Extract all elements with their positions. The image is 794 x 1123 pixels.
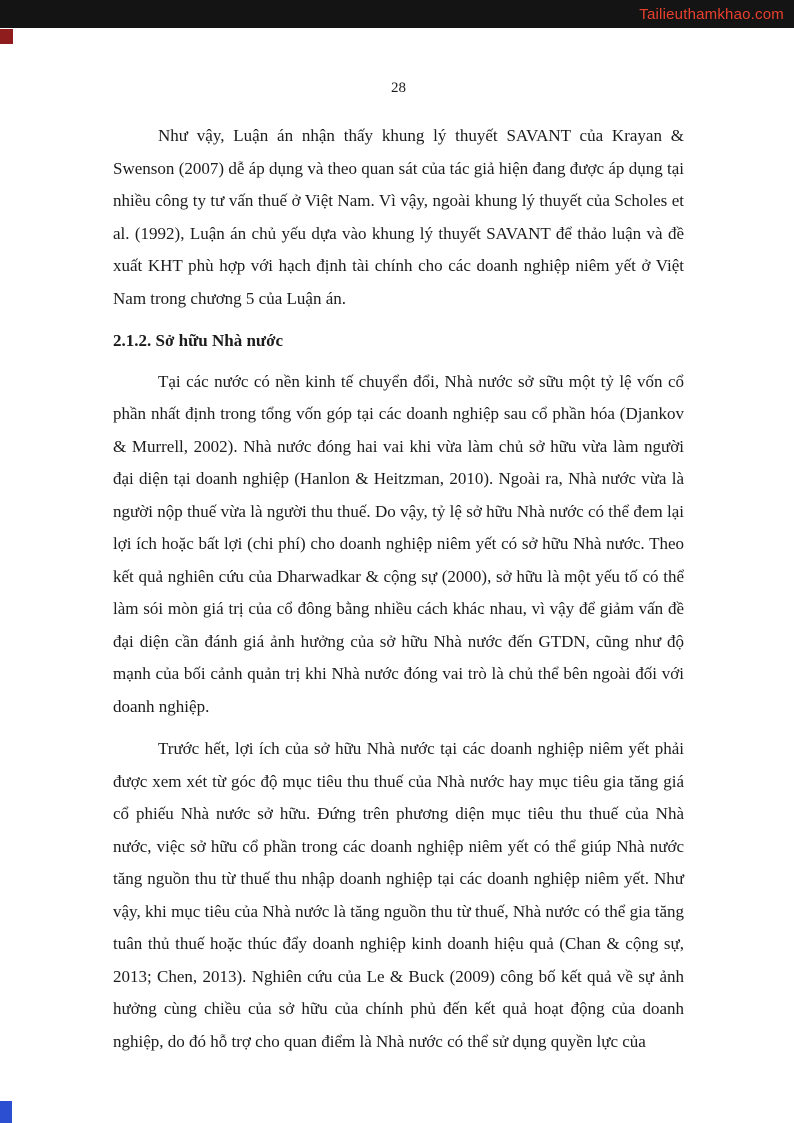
watermark-site-label: Tailieuthamkhao.com (639, 5, 784, 23)
page-content (0, 28, 794, 1068)
paragraph-state-ownership: Tại các nước có nền kinh tế chuyển đổi, Nhà nước sở sữu một tỷ lệ vốn cổ phần nhất định trong tổng vốn góp tại các doanh nghiệp sau cổ phần hóa (Djankov & Murrell, 2002). Nhà nước đóng hai vai khi vừa làm chủ sở hữu vừa làm người đại diện tại doanh nghiệp (Hanlon & Heitzman, 2010). Ngoài ra, Nhà nước vừa là người nộp thuế vừa là người thu thuế. Do vậy, tỷ lệ sở hữu Nhà nước có thể đem lại lợi ích hoặc bất lợi (chi phí) cho doanh nghiệp niêm yết có sở hữu Nhà nước. Theo kết quả nghiên cứu của Dharwadkar & cộng sự (2000), sở hữu là một yếu tố có thể làm sói mòn giá trị của cổ đông bằng nhiều cách khác nhau, vì vậy để giảm vấn đề đại diện cần đánh giá ảnh hưởng của sở hữu Nhà nước đến GTDN, cũng như độ mạnh của bối cảnh quản trị khi Nhà nước đóng vai trò là chủ thể bên ngoài đối với doanh nghiệp. (113, 371, 684, 716)
watermark-bar (0, 0, 794, 28)
section-heading-state-ownership: 2.1.2. Sở hữu Nhà nước (113, 331, 284, 350)
page-number: 28 (391, 80, 406, 96)
paragraph-savant-framework: Như vậy, Luận án nhận thấy khung lý thuyết SAVANT của Krayan & Swenson (2007) dễ áp dụng và theo quan sát của tác giả hiện đang được áp dụng tại nhiều công ty tư vấn thuế ở Việt Nam. Vì vậy, ngoài khung lý thuyết của Scholes et al. (1992), Luận án chủ yếu dựa vào khung lý thuyết SAVANT để thảo luận và đề xuất KHT phù hợp với hạch định tài chính cho các doanh nghiệp niêm yết ở Việt Nam trong chương 5 của Luận án. (113, 126, 684, 308)
blue-corner-mark (0, 1101, 12, 1123)
paragraph-tax-objectives: Trước hết, lợi ích của sở hữu Nhà nước tại các doanh nghiệp niêm yết phải được xem xét từ góc độ mục tiêu thu thuế của Nhà nước hay mục tiêu gia tăng giá cổ phiếu Nhà nước sở hữu. Đứng trên phương diện mục tiêu thu thuế của Nhà nước, việc sở hữu cổ phần trong các doanh nghiệp niêm yết có thể giúp Nhà nước tăng nguồn thu từ thuế thu nhập doanh nghiệp tại các doanh nghiệp niêm yết. Như vậy, khi mục tiêu của Nhà nước là tăng nguồn thu từ thuế, Nhà nước có thể gia tăng tuân thủ thuế hoặc thúc đẩy doanh nghiệp kinh doanh hiệu quả (Chan & cộng sự, 2013; Chen, 2013). Nghiên cứu của Le & Buck (2009) công bố kết quả về sự ảnh hưởng cùng chiều của sở hữu của chính phủ đến kết quả hoạt động của doanh nghiệp, do đó hỗ trợ cho quan điểm là Nhà nước có thể sử dụng quyền lực của (113, 739, 684, 1051)
